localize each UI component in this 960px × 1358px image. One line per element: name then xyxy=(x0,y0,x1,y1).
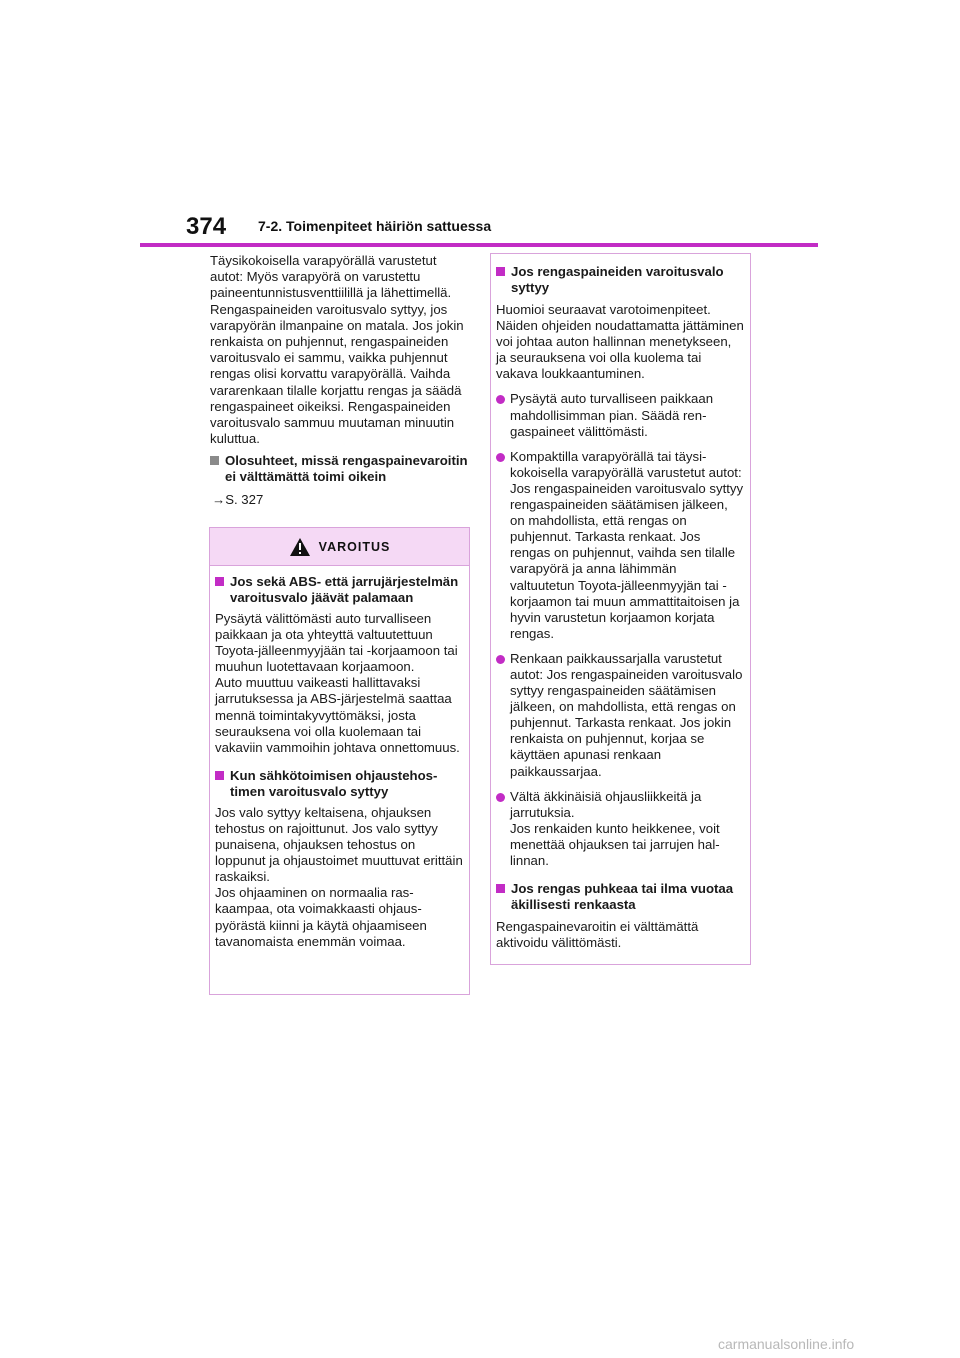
puncture-heading-text: Jos rengas puhkeaa tai ilma vuotaa äkillisesti renkaasta xyxy=(511,881,734,913)
warning-box-header xyxy=(210,528,469,566)
eps-warning-body: Jos valo syttyy keltaisena, ohjauksen tehostus on rajoittunut. Jos valo syttyy punaisena, ohjauksen tehostus on loppunut ja ohjaustoimet muuttuvat erittäin raskaiksi. xyxy=(215,804,463,885)
eps-warning-heading xyxy=(215,768,463,800)
left-column xyxy=(210,253,468,509)
tire-light-intro: Huomioi seuraavat varotoimenpiteet. Näiden ohjeiden noudattamatta jättäminen voi johtaa auton hallinnan menetykseen, ja seurauksena voi olla kuolema tai vakava loukkaantuminen. xyxy=(496,302,744,382)
abs-warning-body-2: Auto muuttuu vaikeasti hallittavaksi jarrutuksessa ja ABS-järjestelmä saattaa mennä toimintakyvyttömäksi, josta seurauksena voi olla kuolemaan tai vakaviin vammoihin johtava onnettomuus. xyxy=(215,675,460,755)
page-reference[interactable]: →S. 327 xyxy=(212,492,264,508)
tire-warning-box-body xyxy=(491,254,750,951)
bullet-text: Renkaan paikkaussarjalla varustetut autot: Jos rengaspaineiden varoitusvalo syttyy rengaspaineiden säätämisen jälkeen, on mahdollista, että rengas on puhjennut. Tarkasta renkaat. Jos jokin renkaista on puhjennut, korjaa se käyttäen apunasi renkaan paikkaussarjaa. xyxy=(510,650,743,779)
abs-warning-heading-text: Jos sekä ABS- että jarrujärjestelmän varoitusvalo jäävät palamaan xyxy=(230,574,459,605)
header-rule xyxy=(140,243,818,247)
tire-light-heading-text: Jos rengaspaineiden varoitusvalo syttyy xyxy=(511,264,724,295)
bullet-text-extra: Jos renkaiden kunto heikkenee, voit menettää ohjauksen tai jarrujen hallinnan. xyxy=(510,820,720,868)
pink-square-icon xyxy=(496,884,505,893)
bullet-dot-icon xyxy=(496,793,505,802)
pink-square-icon xyxy=(496,267,505,276)
puncture-heading xyxy=(496,881,744,913)
bullet-text: Kompaktilla varapyörällä tai täysikokoisella varapyörällä varustetut autot: Jos rengaspaineiden varoitusvalo syttyy rengaspaineiden säätämisen jälkeen, on mahdollista, että rengas on puhjennut. Tarkasta renkaat. Jos rengas on puhjennut, vaihda sen tilalle varapyörä ja anna lähimmän valtuutetun Toyota-jälleenmyyjän tai -korjaamon tai muun ammattitaitoisen ja hyvin varustetun korjaamon korjata rengas. xyxy=(510,448,744,641)
pink-square-icon xyxy=(215,771,224,780)
pink-square-icon xyxy=(215,577,224,586)
conditions-heading xyxy=(210,453,468,485)
list-item xyxy=(496,449,744,642)
warning-title: VAROITUS xyxy=(318,539,391,554)
tire-warning-box xyxy=(490,253,751,965)
eps-warning-heading-text: Kun sähkötoimisen ohjaustehostimen varoitusvalo syttyy xyxy=(230,767,438,799)
page-number: 374 xyxy=(186,213,227,240)
watermark: carmanualsonline.info xyxy=(718,1336,855,1352)
bullet-text xyxy=(510,789,744,869)
conditions-heading-text: Olosuhteet, missä rengaspainevaroitin ei välttämättä toimi oikein xyxy=(225,453,468,485)
bullet-dot-icon xyxy=(496,453,505,462)
list-item xyxy=(496,651,744,780)
abs-warning-body: Pysäytä välittömästi auto turvalliseen paikkaan ja ota yhteyttä valtuutettuun Toyota-jälleenmyyjään tai -korjaamoon tai muuhun luotettavaan korjaamoon. xyxy=(215,611,458,675)
bullet-dot-icon xyxy=(496,655,505,664)
section-title: 7-2. Toimenpiteet häiriön sattuessa xyxy=(258,218,492,234)
bullet-text: Pysäytä auto turvalliseen paikkaan mahdollisimman pian. Säädä rengaspaineet välittömästi. xyxy=(510,391,714,439)
eps-warning-body-2: Jos ohjaaminen on normaalia raskaampaa, ota voimakkaasti ohjauspyörästä kiinni ja käytä ohjaamiseen tavanomaista enemmän voimaa. xyxy=(215,885,427,949)
list-item xyxy=(496,789,744,869)
tire-light-heading xyxy=(496,264,744,296)
abs-warning-heading xyxy=(215,574,463,606)
warning-box-body xyxy=(210,566,469,950)
gray-square-icon xyxy=(210,456,219,465)
intro-paragraph: Täysikokoisella varapyörällä varustetut autot: Myös varapyörä on varustettu paineentunnistusventtiilillä ja lähettimellä. Rengaspaineiden varoitusvalo syttyy, jos varapyörän ilmanpaine on matala. Jos jokin renkaista on puhjennut, rengaspaineiden varoitusvalo ei sammu, vaikka puhjennut rengas olisi korvattu varapyörällä. Vaihda vararenkaan tilalle korjattu rengas ja säädä rengaspaineet oikeiksi. Rengaspaineiden varoitusvalo sammuu muutaman minuutin kuluttua. xyxy=(210,253,464,447)
warning-triangle-icon xyxy=(289,537,311,557)
puncture-body: Rengaspainevaroitin ei välttämättä aktivoidu välittömästi. xyxy=(496,919,699,951)
bullet-text-main: Vältä äkkinäisiä ohjausliikkeitä ja jarrutuksia. xyxy=(510,788,702,820)
warning-box xyxy=(209,527,470,995)
list-item xyxy=(496,391,744,439)
bullet-dot-icon xyxy=(496,395,505,404)
